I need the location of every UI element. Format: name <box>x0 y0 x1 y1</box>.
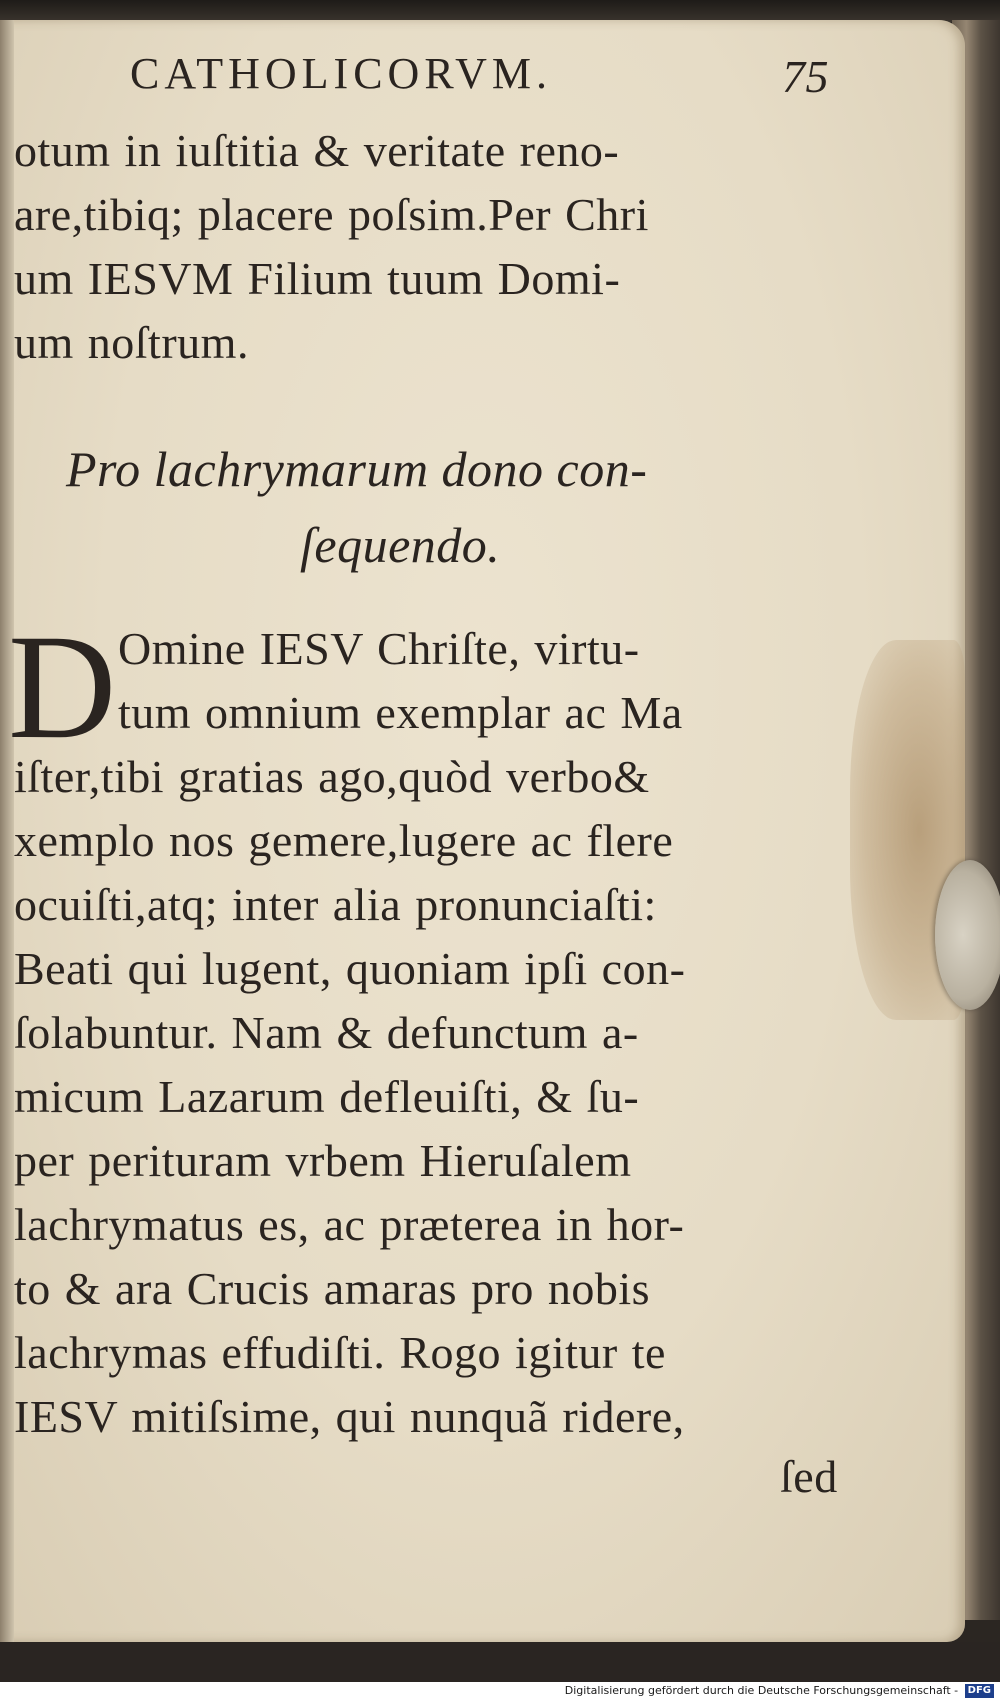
text-line: micum Lazarum defleuiſti, & ſu- <box>14 1071 640 1122</box>
text-line: lachrymatus es, ac præterea in hor- <box>14 1199 685 1250</box>
section-heading-line2: ſequendo. <box>300 517 501 573</box>
digitization-credit <box>565 1682 994 1699</box>
text-line: ocuiſti,atq; inter alia pronunciaſti: <box>14 879 657 930</box>
text-line: iſter,tibi gratias ago,quòd verbo& <box>14 751 650 802</box>
text-line: lachrymas effudiſti. Rogo igitur te <box>14 1327 666 1378</box>
book-clasp <box>935 860 1000 1010</box>
text-line: are,tibiq; placere poſsim.Per Chri <box>14 189 649 240</box>
scan-top-border <box>0 0 1000 22</box>
text-line: um noſtrum. <box>14 317 249 368</box>
text-line: Omine IESV Chriſte, virtu- <box>118 623 640 674</box>
text-line: Beati qui lugent, quoniam ipſi con- <box>14 943 686 994</box>
credit-text: Digitalisierung gefördert durch die Deutsche Forschungsgemeinschaft - <box>564 1684 959 1697</box>
text-line: tum omnium exemplar ac Ma <box>118 687 683 738</box>
text-line: IESV mitiſsime, qui nunquã ridere, <box>14 1391 685 1442</box>
text-line: per perituram vrbem Hieruſalem <box>14 1135 632 1186</box>
running-head: CATHOLICORVM. <box>130 49 553 98</box>
page-number: 75 <box>782 51 829 102</box>
text-line: um IESVM Filium tuum Domi- <box>14 253 621 304</box>
dfg-logo[interactable]: DFG <box>965 1684 994 1698</box>
section-heading-line1: Pro lachrymarum dono con- <box>66 441 648 497</box>
text-line: ſolabuntur. Nam & defunctum a- <box>14 1007 639 1058</box>
scan-bottom-border <box>0 1642 1000 1682</box>
text-line: to & ara Crucis amaras pro nobis <box>14 1263 651 1314</box>
drop-capital: D <box>8 604 117 770</box>
catchword: ſed <box>780 1451 838 1502</box>
page-gutter <box>0 20 14 1642</box>
text-line: otum in iuſtitia & veritate reno- <box>14 125 620 176</box>
text-line: xemplo nos gemere,lugere ac flere <box>14 815 674 866</box>
credit-bar <box>0 1682 1000 1699</box>
